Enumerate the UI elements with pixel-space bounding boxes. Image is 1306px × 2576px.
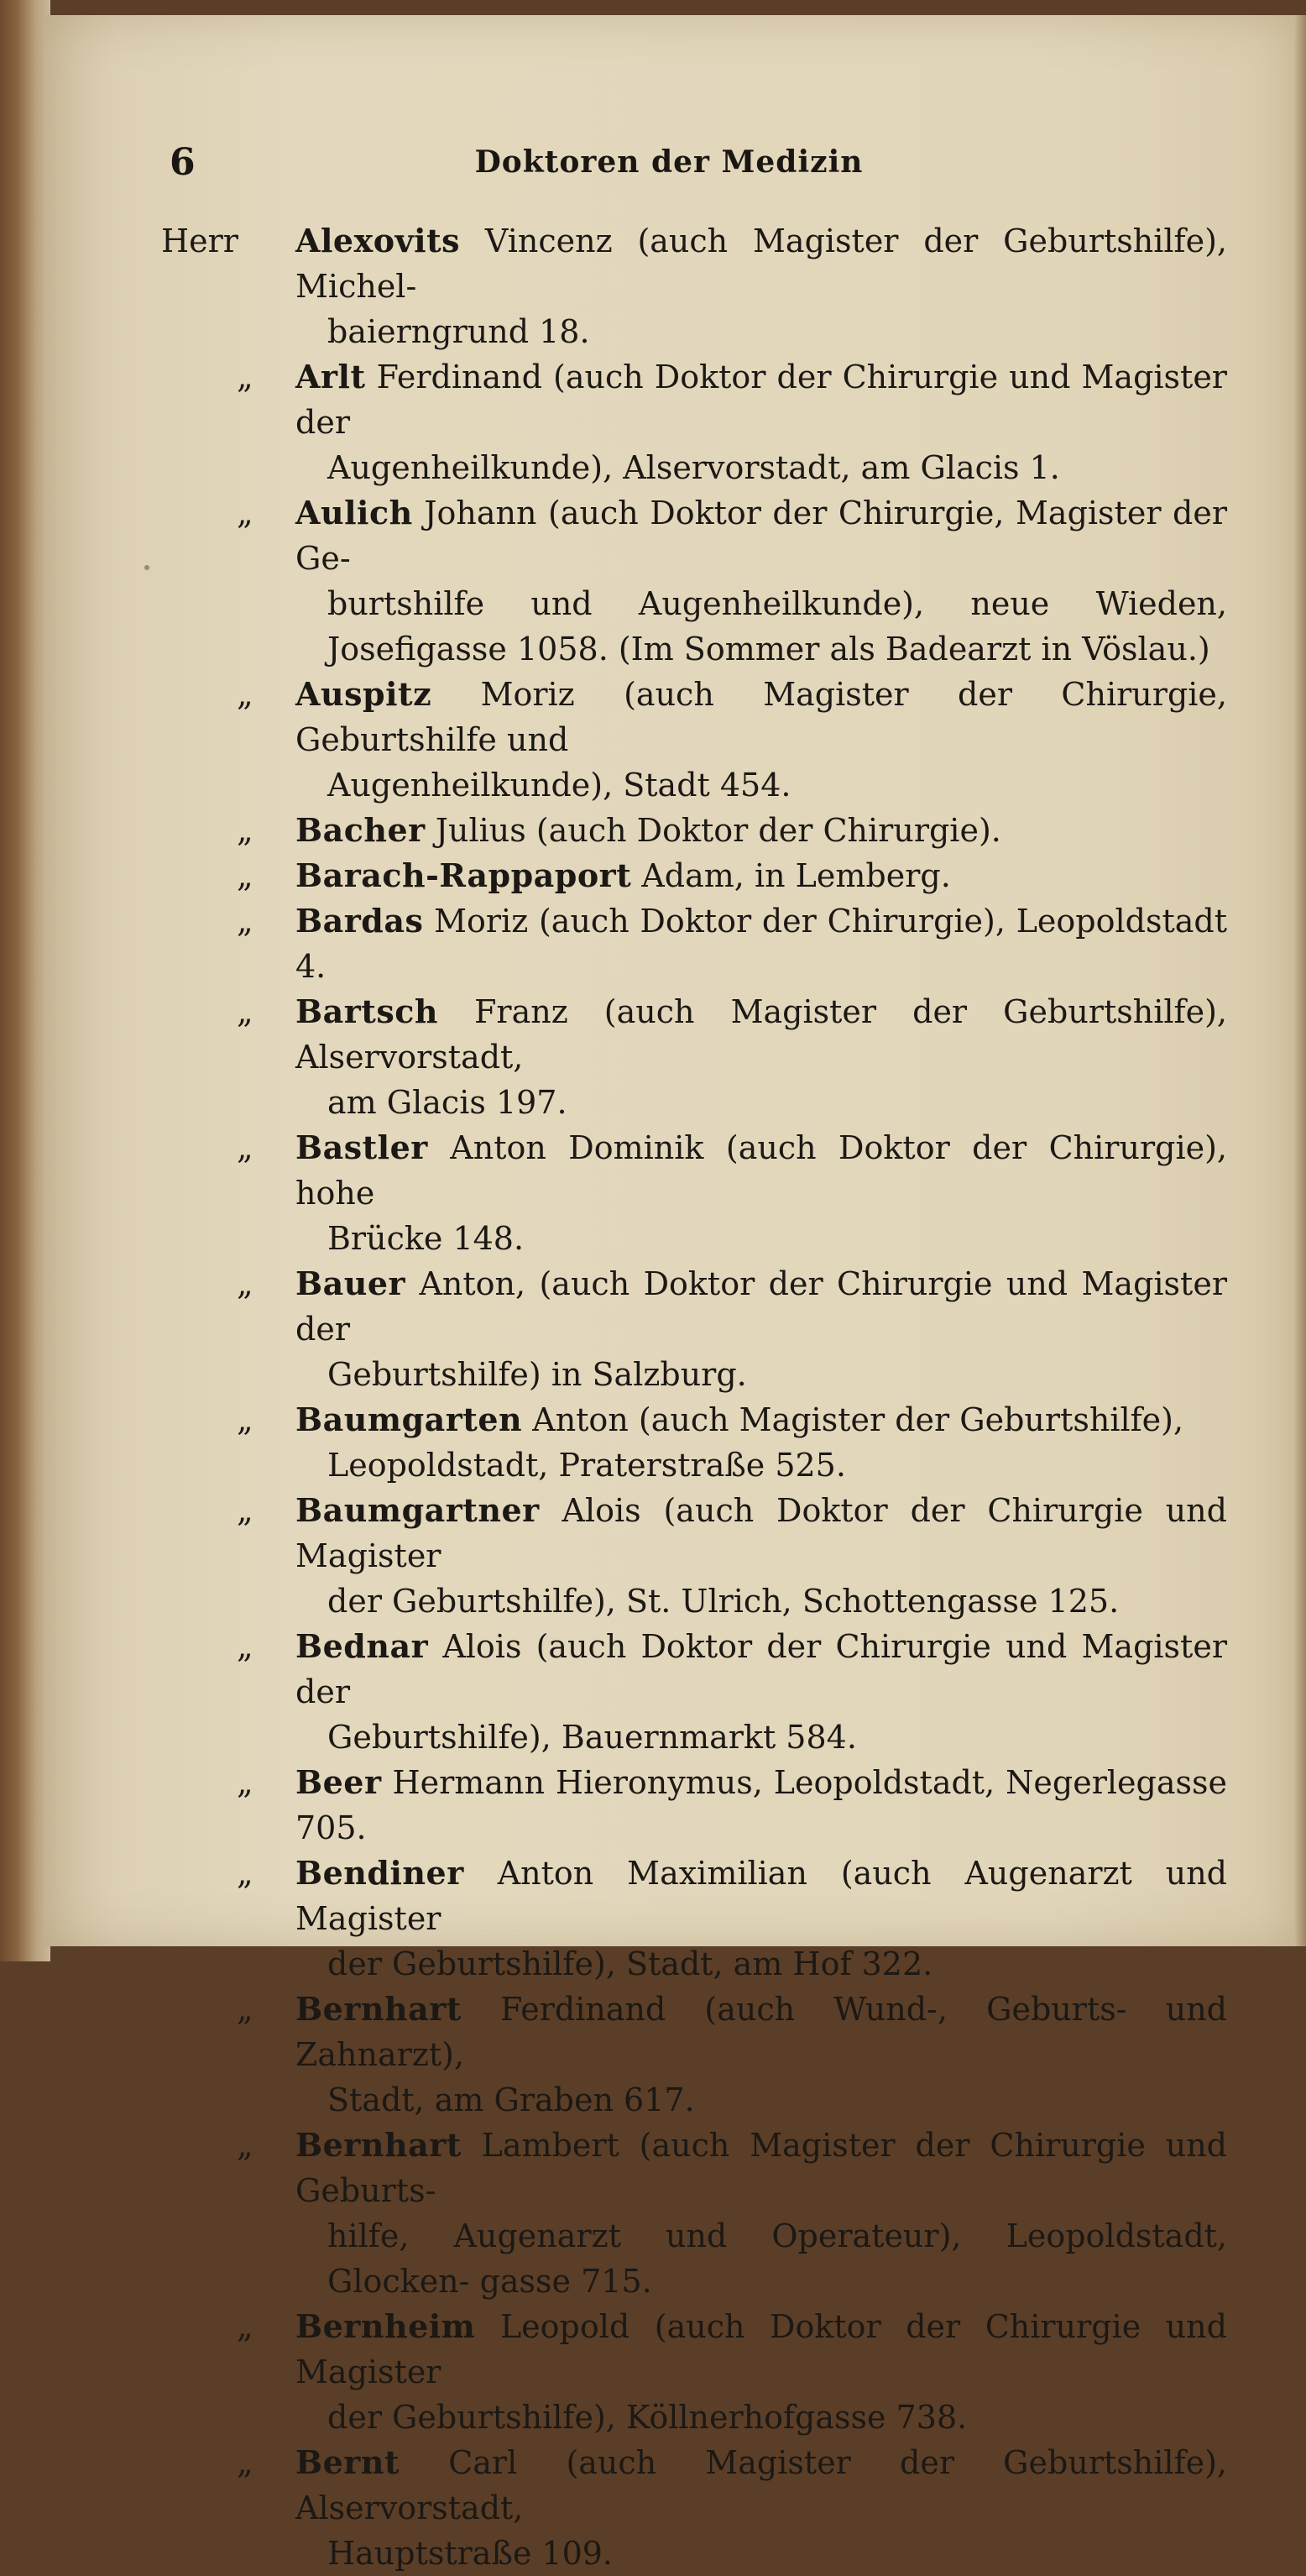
entry-body (295, 2440, 1227, 2576)
entry-body (295, 1760, 1227, 1851)
doctor-surname: Bernhart (295, 1990, 462, 2028)
directory-entry (161, 1261, 1227, 1397)
ditto-mark: „ (237, 857, 253, 894)
ditto-mark: „ (237, 812, 253, 849)
directory-entry (161, 2123, 1227, 2304)
entry-body (295, 1987, 1227, 2123)
entry-body (295, 1397, 1227, 1488)
entry-text: Adam, in Lemberg. (641, 857, 951, 894)
ditto-mark: „ (237, 676, 253, 713)
page-edge (1294, 15, 1306, 1946)
entry-continuation: hilfe, Augenarzt und Operateur), Leopoldstadt, Glocken- gasse 715. (327, 2217, 1227, 2300)
entry-continuation: der Geburtshilfe), St. Ulrich, Schottengasse 125. (327, 1583, 1120, 1620)
entry-body (295, 898, 1227, 989)
entry-continuation: Geburtshilfe), Bauernmarkt 584. (327, 1719, 857, 1756)
directory-entry (161, 218, 1227, 354)
ditto-mark: „ (237, 903, 253, 940)
entry-continuation: der Geburtshilfe), Köllnerhofgasse 738. (327, 2399, 968, 2436)
doctor-surname: Baumgarten (295, 1401, 523, 1438)
directory-entry (161, 853, 1227, 898)
entry-continuation: Brücke 148. (327, 1220, 525, 1257)
ditto-mark: „ (237, 1265, 253, 1302)
directory-entry (161, 1987, 1227, 2123)
entry-body (295, 808, 1227, 853)
doctor-surname: Bernt (295, 2443, 400, 2481)
ditto-mark: „ (237, 1129, 253, 1166)
entry-body (295, 1851, 1227, 1987)
directory-entry (161, 1125, 1227, 1261)
doctor-surname: Beer (295, 1763, 382, 1801)
doctor-surname: Bardas (295, 902, 424, 940)
doctor-surname: Baumgartner (295, 1491, 540, 1529)
doctor-surname: Auspitz (295, 675, 432, 713)
ditto-mark: „ (237, 1628, 253, 1665)
directory-entry (161, 1760, 1227, 1851)
entry-text: Lambert (auch Magister der Chirurgie und Geburts- (295, 2127, 1227, 2209)
doctor-surname: Alexovits (295, 222, 461, 259)
doctor-surname: Arlt (295, 358, 366, 395)
entry-text: Ferdinand (auch Doktor der Chirurgie und Magister der (295, 359, 1227, 441)
book-binding (0, 0, 50, 1961)
entry-body (295, 1125, 1227, 1261)
entry-text: Alois (auch Doktor der Chirurgie und Magister der (295, 1628, 1227, 1710)
entry-text: Leopold (auch Doktor der Chirurgie und Magister (295, 2308, 1227, 2390)
entry-continuation: Augenheilkunde), Alservorstadt, am Glacis 1. (327, 449, 1060, 486)
entry-continuation: am Glacis 197. (327, 1084, 567, 1121)
ditto-mark: „ (237, 495, 253, 531)
ditto-mark: „ (237, 1401, 253, 1438)
entry-text: Anton Dominik (auch Doktor der Chirurgie), hohe (295, 1129, 1227, 1212)
doctor-surname: Bednar (295, 1627, 429, 1665)
entry-text: Julius (auch Doktor der Chirurgie). (435, 812, 1001, 849)
entry-text: Anton Maximilian (auch Augenarzt und Magister (295, 1855, 1227, 1937)
ditto-mark: „ (237, 1764, 253, 1801)
directory-entry (161, 1488, 1227, 1624)
entry-continuation: Hauptstraße 109. (327, 2535, 614, 2572)
directory-entry (161, 2304, 1227, 2440)
entry-body (295, 1624, 1227, 1760)
entry-body (295, 2123, 1227, 2304)
entry-text: Vincenz (auch Magister der Geburtshilfe), Michel- (295, 223, 1227, 305)
doctor-surname: Bastler (295, 1128, 428, 1166)
entry-continuation: der Geburtshilfe), Stadt, am Hof 322. (327, 1945, 933, 1982)
ditto-mark: „ (237, 2308, 253, 2345)
entry-text: Moriz (auch Magister der Chirurgie, Geburtshilfe und (295, 676, 1227, 758)
doctor-surname: Bernheim (295, 2307, 476, 2345)
entry-body (295, 2304, 1227, 2440)
entry-body (295, 853, 1227, 898)
directory-entry (161, 1624, 1227, 1760)
directory-entry (161, 898, 1227, 989)
entry-continuation: baierngrund 18. (327, 313, 590, 350)
directory-entry (161, 1397, 1227, 1488)
entry-body (295, 354, 1227, 490)
doctor-surname: Aulich (295, 494, 413, 531)
ditto-mark: „ (237, 1492, 253, 1529)
directory-entry (161, 989, 1227, 1125)
ditto-mark: „ (237, 1855, 253, 1892)
page-number: 6 (170, 141, 196, 184)
title-prefix: Herr (161, 223, 238, 259)
directory-entry (161, 2440, 1227, 2576)
running-title: Doktoren der Medizin (474, 144, 864, 180)
entry-continuation: Leopoldstadt, Praterstraße 525. (327, 1447, 846, 1484)
entry-body (295, 490, 1227, 672)
directory-entry (161, 1851, 1227, 1987)
entry-text: Carl (auch Magister der Geburtshilfe), Alservorstadt, (295, 2444, 1227, 2526)
entry-text: Johann (auch Doktor der Chirurgie, Magister der Ge- (295, 495, 1227, 577)
doctor-surname: Bernhart (295, 2126, 462, 2164)
entry-continuation: burtshilfe und Augenheilkunde), neue Wieden, Josefigasse 1058. (Im Sommer als Badearzt in Vöslau.) (327, 585, 1227, 668)
entry-text: Hermann Hieronymus, Leopoldstadt, Negerlegasse 705. (295, 1764, 1227, 1846)
doctor-surname: Bauer (295, 1264, 406, 1302)
entry-text: Moriz (auch Doktor der Chirurgie), Leopoldstadt 4. (295, 903, 1227, 985)
entry-body (295, 218, 1227, 354)
entry-list (161, 218, 1227, 2576)
entry-body (295, 1488, 1227, 1624)
ditto-mark: „ (237, 993, 253, 1030)
doctor-surname: Bendiner (295, 1854, 464, 1892)
entry-body (295, 672, 1227, 808)
entry-text: Alois (auch Doktor der Chirurgie und Magister (295, 1492, 1227, 1574)
doctor-surname: Bartsch (295, 992, 438, 1030)
entry-text: Ferdinand (auch Wund-, Geburts- und Zahnarzt), (295, 1991, 1227, 2073)
ink-speck (144, 565, 149, 570)
ditto-mark: „ (237, 1991, 253, 2028)
doctor-surname: Barach-Rappaport (295, 856, 632, 894)
doctor-surname: Bacher (295, 811, 426, 849)
entry-continuation: Augenheilkunde), Stadt 454. (327, 767, 791, 804)
directory-entry (161, 490, 1227, 672)
entry-continuation: Geburtshilfe) in Salzburg. (327, 1356, 747, 1393)
page-header (44, 141, 1294, 191)
ditto-mark: „ (237, 2127, 253, 2164)
entry-text: Anton (auch Magister der Geburtshilfe), (532, 1401, 1184, 1438)
ditto-mark: „ (237, 2444, 253, 2481)
directory-entry (161, 672, 1227, 808)
directory-entry (161, 354, 1227, 490)
book-page (44, 15, 1294, 2572)
ditto-mark: „ (237, 359, 253, 395)
entry-text: Franz (auch Magister der Geburtshilfe), Alservorstadt, (295, 993, 1227, 1076)
directory-entry (161, 808, 1227, 853)
entry-body (295, 1261, 1227, 1397)
entry-continuation: Stadt, am Graben 617. (327, 2081, 695, 2118)
entry-body (295, 989, 1227, 1125)
entry-text: Anton, (auch Doktor der Chirurgie und Magister der (295, 1265, 1227, 1348)
